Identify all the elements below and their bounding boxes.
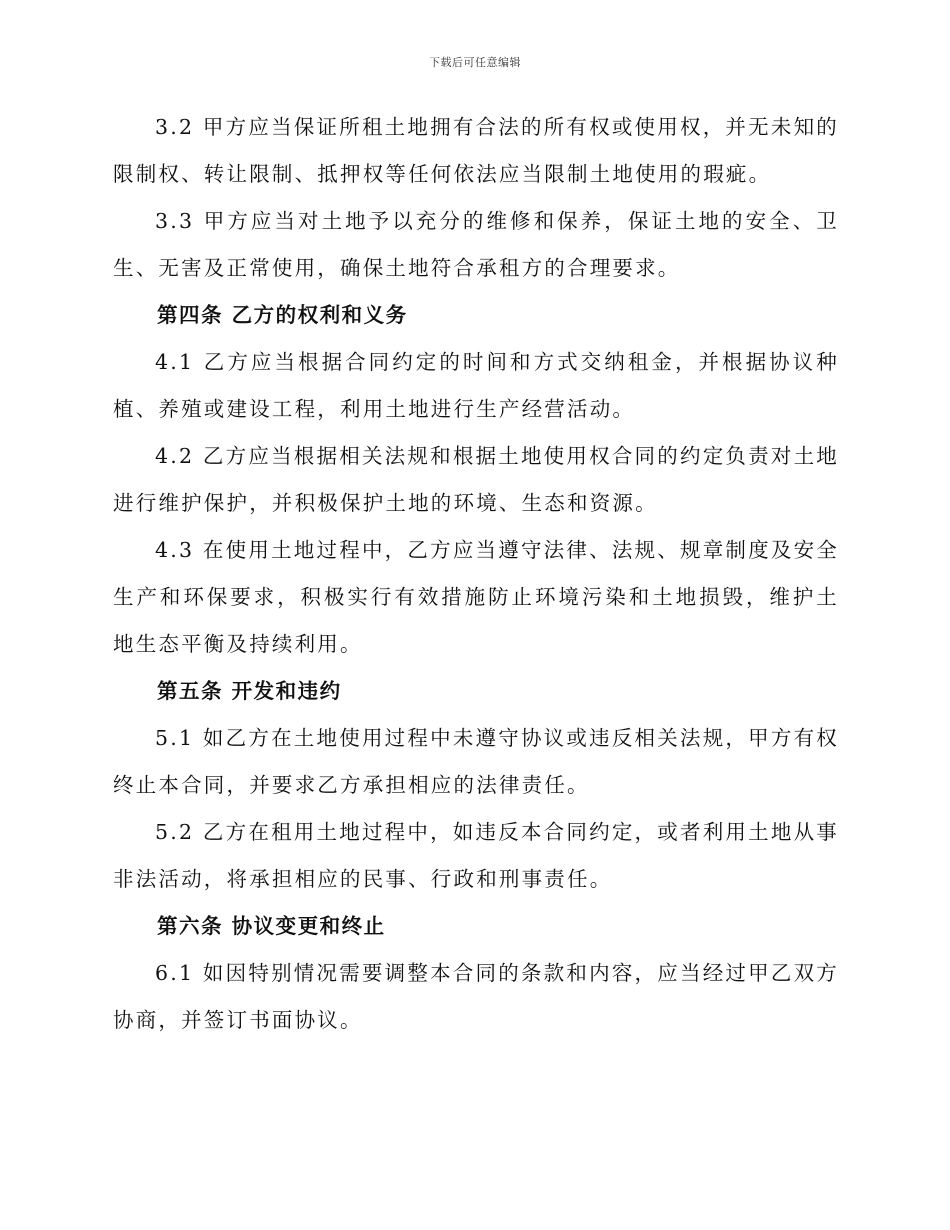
clause-3-2: 3.2 甲方应当保证所租土地拥有合法的所有权或使用权，并无未知的限制权、转让限制、抵押权等任何依法应当限制土地使用的瑕疵。 [113, 115, 839, 186]
article-6-heading: 第六条 协议变更和终止 [157, 914, 386, 938]
page-header-note: 下载后可任意编辑 [429, 56, 521, 69]
article-4-heading: 第四条 乙方的权利和义务 [157, 303, 408, 327]
article-5-heading: 第五条 开发和违约 [157, 679, 342, 703]
clause-4-3: 4.3 在使用土地过程中，乙方应当遵守法律、法规、规章制度及安全生产和环保要求，积极实行有效措施防止环境污染和土地损毁，维护土地生态平衡及持续利用。 [113, 538, 839, 656]
clause-4-1: 4.1 乙方应当根据合同约定的时间和方式交纳租金，并根据协议种植、养殖或建设工程，利用土地进行生产经营活动。 [113, 350, 839, 421]
clause-5-1: 5.1 如乙方在土地使用过程中未遵守协议或违反相关法规，甲方有权终止本合同，并要求乙方承担相应的法律责任。 [113, 726, 839, 797]
clause-4-2: 4.2 乙方应当根据相关法规和根据土地使用权合同的约定负责对土地进行维护保护，并积极保护土地的环境、生态和资源。 [113, 444, 839, 515]
clause-6-1: 6.1 如因特别情况需要调整本合同的条款和内容，应当经过甲乙双方协商，并签订书面协议。 [113, 961, 839, 1032]
document-body [113, 104, 839, 1044]
clause-5-2: 5.2 乙方在租用土地过程中，如违反本合同约定，或者利用土地从事非法活动，将承担相应的民事、行政和刑事责任。 [113, 820, 839, 891]
clause-3-3: 3.3 甲方应当对土地予以充分的维修和保养，保证土地的安全、卫生、无害及正常使用，确保土地符合承租方的合理要求。 [113, 209, 839, 280]
